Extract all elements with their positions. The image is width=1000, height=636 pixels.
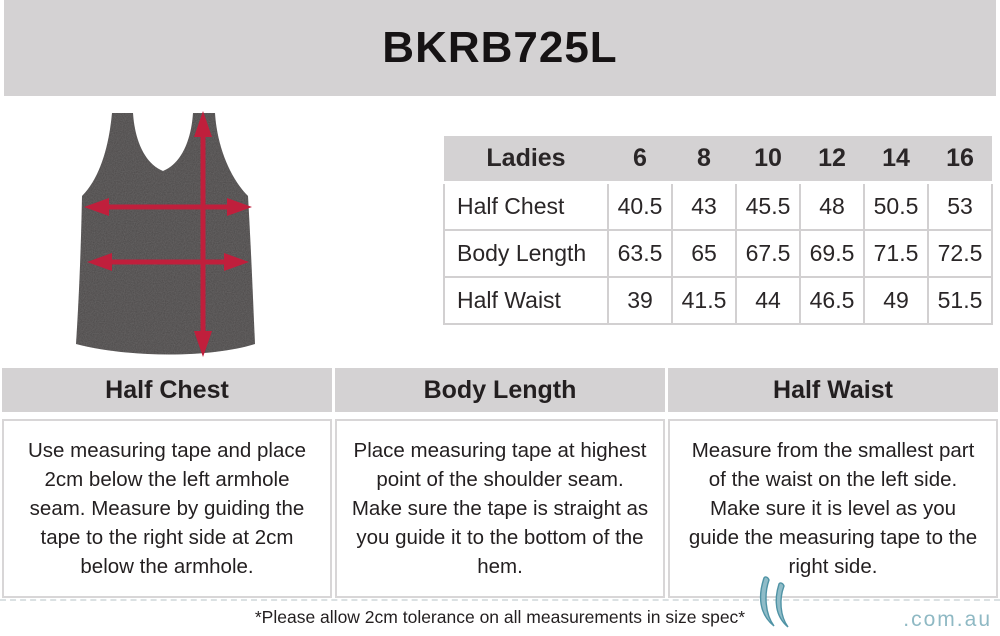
size-value: 48 <box>800 183 864 231</box>
instruction-header-half-chest: Half Chest <box>2 368 332 412</box>
size-col-header: 16 <box>928 136 992 183</box>
size-value: 51.5 <box>928 277 992 324</box>
size-value: 67.5 <box>736 230 800 277</box>
size-value: 53 <box>928 183 992 231</box>
size-value: 72.5 <box>928 230 992 277</box>
size-value: 45.5 <box>736 183 800 231</box>
page-title: BKRB725L <box>382 23 618 72</box>
row-label: Half Waist <box>444 277 608 324</box>
size-table-header-row <box>444 136 992 183</box>
size-value: 44 <box>736 277 800 324</box>
size-value: 65 <box>672 230 736 277</box>
size-col-header: 6 <box>608 136 672 183</box>
size-value: 43 <box>672 183 736 231</box>
tank-top-illustration <box>30 98 360 370</box>
size-table-corner: Ladies <box>444 136 608 183</box>
instruction-text-half-chest: Use measuring tape and place 2cm below the left armhole seam. Measure by guiding the tape to the right side at 2cm below the armhole. <box>2 419 332 598</box>
size-col-header: 14 <box>864 136 928 183</box>
row-label: Half Chest <box>444 183 608 231</box>
tolerance-footnote: *Please allow 2cm tolerance on all measurements in size spec* <box>254 607 746 627</box>
instruction-header-body-length: Body Length <box>335 368 665 412</box>
table-row <box>444 230 992 277</box>
size-value: 41.5 <box>672 277 736 324</box>
row-label: Body Length <box>444 230 608 277</box>
garment-figure <box>30 98 360 370</box>
size-value: 49 <box>864 277 928 324</box>
tank-top-body <box>76 113 255 355</box>
size-value: 40.5 <box>608 183 672 231</box>
size-value: 50.5 <box>864 183 928 231</box>
instruction-text-body-length: Place measuring tape at highest point of the shoulder seam. Make sure the tape is straight as you guide it to the bottom of the hem. <box>335 419 665 598</box>
brand-logo-watermark-icon <box>754 574 802 636</box>
instruction-header-half-waist: Half Waist <box>668 368 998 412</box>
size-value: 63.5 <box>608 230 672 277</box>
size-value: 46.5 <box>800 277 864 324</box>
watermark-domain-text: .com.au <box>903 608 992 631</box>
size-value: 71.5 <box>864 230 928 277</box>
size-col-header: 8 <box>672 136 736 183</box>
size-col-header: 10 <box>736 136 800 183</box>
size-value: 39 <box>608 277 672 324</box>
instruction-text-half-waist: Measure from the smallest part of the waist on the left side. Make sure it is level as you guide the measuring tape to the right side. <box>668 419 998 598</box>
watermark-dash-line <box>0 599 1000 601</box>
table-row <box>444 183 992 231</box>
size-table <box>443 136 993 325</box>
instruction-cards <box>2 368 998 598</box>
size-col-header: 12 <box>800 136 864 183</box>
size-value: 69.5 <box>800 230 864 277</box>
title-bar <box>4 0 996 96</box>
table-row <box>444 277 992 324</box>
